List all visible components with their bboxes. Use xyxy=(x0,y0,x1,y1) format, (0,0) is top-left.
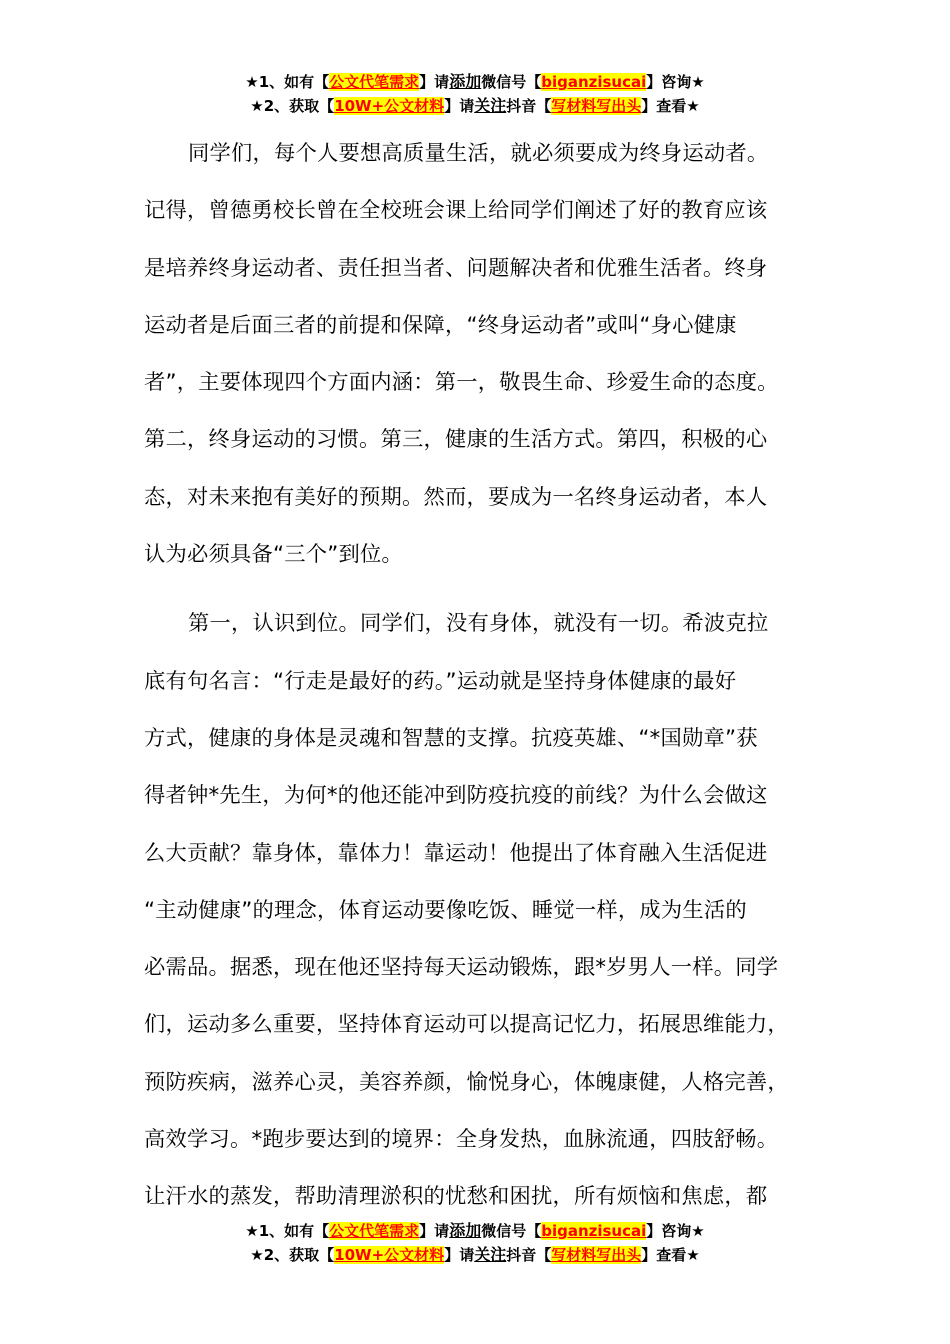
banner-highlight: 10W+公文材料 xyxy=(334,1246,445,1264)
paragraph-line: 方式，健康的身体是灵魂和智慧的支撑。抗疫英雄、“*国勋章”获 xyxy=(144,725,758,751)
paragraph-line: “主动健康”的理念，体育运动要像吃饭、睡觉一样，成为生活的 xyxy=(144,897,747,923)
banner-text: 微信号【 xyxy=(481,1222,542,1240)
banner-text: 】请 xyxy=(419,73,450,91)
banner-text: ★2、获取【 xyxy=(250,1246,335,1264)
paragraph-line: 认为必须具备“三个”到位。 xyxy=(144,542,403,568)
banner-text: 】请 xyxy=(444,1246,475,1264)
banner-douyin-id: 写材料写出头 xyxy=(551,97,642,115)
banner-emphasis: 添加 xyxy=(449,1221,482,1240)
banner-text: 】请 xyxy=(419,1222,450,1240)
banner-wechat-id: biganzisucai xyxy=(541,1222,647,1240)
paragraph-1 xyxy=(144,125,830,583)
paragraph-line: 必需品。据悉，现在他还坚持每天运动锻炼，跟*岁男人一样。同学 xyxy=(144,955,779,981)
paragraph-line: 让汗水的蒸发，帮助清理淤积的忧愁和困扰，所有烦恼和焦虑，都 xyxy=(144,1184,768,1210)
banner-highlight: 10W+公文材料 xyxy=(334,97,445,115)
banner-text: 抖音【 xyxy=(506,97,552,115)
header-banner-line-1 xyxy=(0,70,950,94)
paragraph-line: 预防疾病，滋养心灵，美容养颜，愉悦身心，体魄康健，人格完善， xyxy=(144,1069,789,1095)
footer-banner-line-1 xyxy=(0,1219,950,1243)
paragraph-line: 运动者是后面三者的前提和保障，“终身运动者”或叫“身心健康 xyxy=(144,312,737,338)
header-banner-line-2 xyxy=(0,94,950,118)
banner-text: 】咨询★ xyxy=(646,73,705,91)
banner-text: 】查看★ xyxy=(641,97,700,115)
banner-text: 】查看★ xyxy=(641,1246,700,1264)
paragraph-2 xyxy=(144,595,830,1225)
header-banner xyxy=(0,70,950,118)
banner-text: 微信号【 xyxy=(481,73,542,91)
banner-douyin-id: 写材料写出头 xyxy=(551,1246,642,1264)
banner-text: ★1、如有【 xyxy=(245,1222,330,1240)
document-body xyxy=(144,125,830,1226)
banner-highlight: 公文代笔需求 xyxy=(329,73,420,91)
paragraph-line: 第一，认识到位。同学们，没有身体，就没有一切。希波克拉 xyxy=(188,611,769,637)
banner-text: 】请 xyxy=(444,97,475,115)
footer-banner-line-2 xyxy=(0,1243,950,1267)
paragraph-line: 同学们，每个人要想高质量生活，就必须要成为终身运动者。 xyxy=(188,141,769,166)
paragraph-line: 记得，曾德勇校长曾在全校班会课上给同学们阐述了好的教育应该 xyxy=(144,198,768,224)
paragraph-line: 们，运动多么重要，坚持体育运动可以提高记忆力，拓展思维能力， xyxy=(144,1012,789,1038)
banner-text: 】咨询★ xyxy=(646,1222,705,1240)
paragraph-line: 是培养终身运动者、责任担当者、问题解决者和优雅生活者。终身 xyxy=(144,255,768,281)
footer-banner xyxy=(0,1219,950,1267)
banner-highlight: 公文代笔需求 xyxy=(329,1222,420,1240)
paragraph-line: 态，对未来抱有美好的预期。然而，要成为一名终身运动者，本人 xyxy=(144,484,768,510)
paragraph-line: 第二，终身运动的习惯。第三，健康的生活方式。第四，积极的心 xyxy=(144,427,768,453)
paragraph-line: 高效学习。*跑步要达到的境界：全身发热，血脉流通，四肢舒畅。 xyxy=(144,1127,779,1153)
banner-text: ★1、如有【 xyxy=(245,73,330,91)
banner-text: 抖音【 xyxy=(506,1246,552,1264)
banner-emphasis: 添加 xyxy=(449,72,482,91)
banner-wechat-id: biganzisucai xyxy=(541,73,647,91)
paragraph-line: 得者钟*先生，为何*的他还能冲到防疫抗疫的前线？为什么会做这 xyxy=(144,783,768,809)
banner-emphasis: 关注 xyxy=(474,1245,507,1264)
paragraph-line: 者”，主要体现四个方面内涵：第一，敬畏生命、珍爱生命的态度。 xyxy=(144,370,779,396)
paragraph-line: 底有句名言：“行走是最好的药。”运动就是坚持身体健康的最好 xyxy=(144,668,737,694)
paragraph-line: 么大贡献？靠身体，靠体力！靠运动！他提出了体育融入生活促进 xyxy=(144,840,768,866)
banner-emphasis: 关注 xyxy=(474,96,507,115)
banner-text: ★2、获取【 xyxy=(250,97,335,115)
